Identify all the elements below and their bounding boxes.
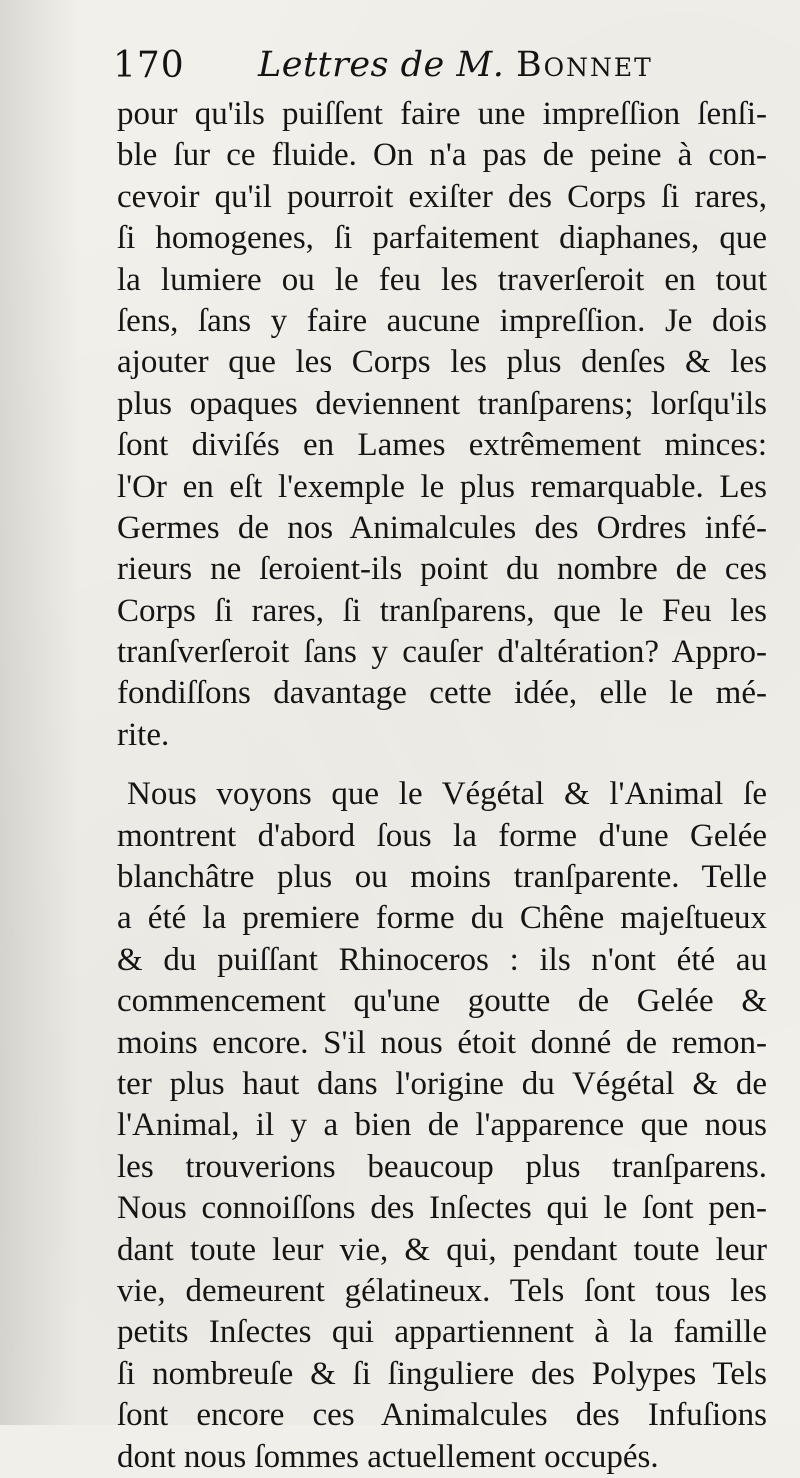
text-line: & du puiſſant Rhinoceros : ils n'ont été au [117, 941, 767, 978]
running-title-italic: Lettres de M. [258, 45, 516, 85]
text-line: vie, demeurent gélatineux. Tels ſont tous les [117, 1272, 767, 1309]
text-line: pour qu'ils puiſſent faire une impreſſion ſenſi- [117, 96, 767, 132]
text-line: ble ſur ce fluide. On n'a pas de peine à con- [117, 137, 767, 174]
text-line: tranſverſeroit ſans y cauſer d'altération? Appro- [117, 634, 767, 671]
paragraph-1 [117, 94, 767, 756]
text-line: Nous voyons que le Végétal & l'Animal ſe [127, 776, 767, 813]
text-line: ſi nombreuſe & ſi ſinguliere des Polypes Tels [117, 1355, 767, 1392]
text-line: Corps ſi rares, ſi tranſparens, que le Feu les [117, 592, 767, 629]
text-line: montrent d'abord ſous la forme d'une Gelée [117, 817, 767, 854]
text-line: plus opaques deviennent tranſparens; lorſqu'ils [117, 385, 767, 422]
text-line: rite. [117, 716, 170, 753]
text-line: Germes de nos Animalcules des Ordres infé- [117, 509, 767, 546]
text-line: l'Or en eſt l'exemple le plus remarquable. Les [117, 468, 767, 505]
text-line: a été la premiere forme du Chêne majeſtueux [117, 900, 767, 937]
text-line: dant toute leur vie, & qui, pendant toute leur [117, 1231, 767, 1268]
running-head [113, 45, 773, 95]
page-number: 170 [113, 45, 185, 86]
text-line: ſont encore ces Animalcules des Infuſions [117, 1397, 767, 1434]
running-title-author: Bonnet [515, 45, 653, 85]
text-line: la lumiere ou le feu les traverſeroit en tout [117, 261, 767, 298]
text-line: dont nous ſommes actuellement occupés. [117, 1438, 659, 1475]
text-line: fondiſſons davantage cette idée, elle le mé- [117, 675, 767, 712]
text-line: ter plus haut dans l'origine du Végétal & de [117, 1065, 767, 1102]
text-line: blanchâtre plus ou moins tranſparente. Telle [117, 859, 767, 896]
text-line: Nous connoiſſons des Inſectes qui le ſont pen- [117, 1190, 767, 1227]
text-line: commencement qu'une goutte de Gelée & [117, 983, 767, 1020]
running-title [258, 45, 653, 85]
text-line: cevoir qu'il pourroit exiſter des Corps ſi rares, [117, 178, 767, 215]
text-line: l'Animal, il y a bien de l'apparence que nous [117, 1107, 767, 1144]
text-line: les trouverions beaucoup plus tranſparens. [117, 1148, 767, 1185]
text-line: moins encore. S'il nous étoit donné de remon- [117, 1024, 767, 1061]
gutter-shadow [0, 0, 80, 1425]
text-line: ajouter que les Corps les plus denſes & les [117, 344, 767, 381]
paragraph-2 [117, 774, 767, 1478]
text-line: petits Inſectes qui appartiennent à la famille [117, 1314, 767, 1351]
text-line: ſens, ſans y faire aucune impreſſion. Je dois [117, 302, 767, 339]
text-line: rieurs ne ſeroient-ils point du nombre de ces [117, 551, 767, 588]
body-text [117, 94, 767, 1478]
paragraph-gap [117, 756, 767, 774]
text-line: ſi homogenes, ſi parfaitement diaphanes, que [117, 220, 767, 257]
text-line: ſont diviſés en Lames extrêmement minces: [117, 427, 767, 464]
